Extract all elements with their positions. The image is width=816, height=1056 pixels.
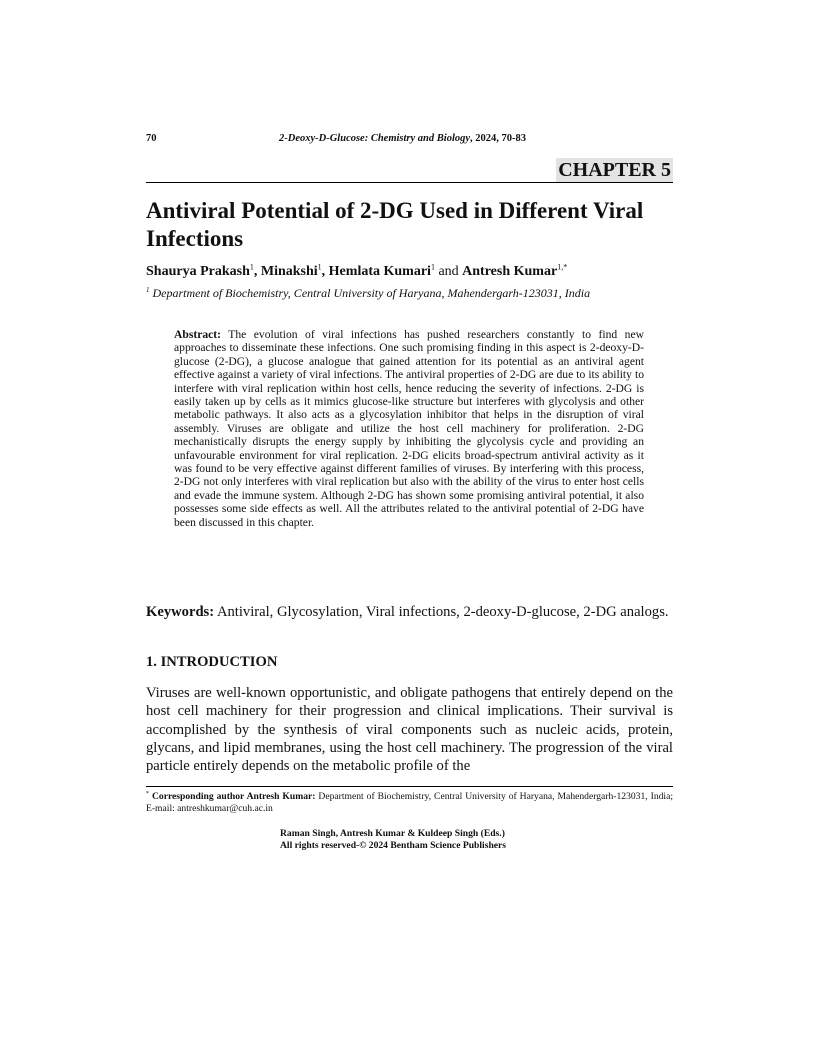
chapter-label: CHAPTER 5	[558, 159, 671, 181]
journal-suffix: , 2024, 70-83	[470, 133, 527, 144]
author-and: and	[434, 264, 463, 279]
page-number: 70	[146, 133, 157, 144]
author-affil-mark: 1	[430, 262, 435, 272]
author-affil-mark: 1,*	[557, 262, 568, 272]
affiliation	[146, 286, 590, 301]
author-affil-mark: 1	[249, 262, 254, 272]
footnote-label: Corresponding author Antresh Kumar:	[149, 791, 316, 802]
journal-reference	[279, 133, 526, 144]
footnote	[146, 791, 673, 814]
author-name: Shaurya Prakash	[146, 264, 250, 279]
running-header	[146, 133, 673, 149]
abstract-text: The evolution of viral infections has pushed researchers constantly to find new approaches to disseminate these infections. One such promising finding in this aspect is 2-deoxy-D-glucose (2-DG), a glucose analogue that gained attention for its potential as an antiviral agent effective against a variety of viral infections. The antiviral properties of 2-DG are due to its ability to interfere with viral replication within host cells, hence reducing the severity of infections. 2-DG is easily taken up by cells as it mimics glucose-like structure but interferes with glycolysis and other metabolic pathways. It also acts as a glycosylation inhibitor that helps in the disruption of viral assembly. Viruses are obligate and utilize the host cell machinery for proliferation. 2-DG mechanistically disrupts the energy supply by inhibiting the glycolysis cycle and providing an unfavourable environment for viral replication. 2-DG elicits broad-spectrum antiviral activity as it was found to be very effective against different families of viruses. By interfering with this process, 2-DG not only interferes with viral replication but also with the ability of the virus to enter host cells and evade the immune system. Although 2-DG has shown some promising antiviral potential, it also possesses some side effects as well. All the attributes related to the antiviral potential of 2-DG have been discussed in this chapter.	[174, 328, 644, 529]
footnote-rule	[146, 786, 673, 787]
author-separator: ,	[321, 264, 329, 279]
author-affil-mark: 1	[317, 262, 322, 272]
article-title: Antiviral Potential of 2-DG Used in Different Viral Infections	[146, 198, 644, 251]
author-name: Hemlata Kumari	[328, 264, 431, 279]
affiliation-mark: 1	[146, 286, 150, 294]
editors-line: Raman Singh, Antresh Kumar & Kuldeep Singh (Eds.)	[280, 828, 505, 839]
author-name: Antresh Kumar	[462, 264, 558, 279]
author-separator: ,	[253, 264, 261, 279]
publisher-block	[280, 828, 506, 852]
keywords-text: Antiviral, Glycosylation, Viral infections, 2-deoxy-D-glucose, 2-DG analogs.	[214, 604, 669, 620]
footnote-mark: *	[146, 790, 149, 797]
keywords	[146, 603, 673, 621]
section-heading: 1. INTRODUCTION	[146, 654, 278, 670]
author-list	[146, 263, 567, 281]
footnote-text: Department of Biochemistry, Central University of Haryana, Mahendergarh-123031, India; E-mail: antreshkumar@cuh.ac.in	[146, 791, 674, 814]
rights-line: All rights reserved-© 2024 Bentham Science Publishers	[280, 840, 507, 851]
journal-title: 2-Deoxy-D-Glucose: Chemistry and Biology	[279, 133, 471, 144]
affiliation-text: Department of Biochemistry, Central University of Haryana, Mahendergarh-123031, India	[149, 286, 591, 300]
keywords-label: Keywords:	[146, 604, 215, 620]
abstract	[174, 328, 644, 529]
author-name: Minakshi	[260, 264, 318, 279]
section-body: Viruses are well-known opportunistic, and obligate pathogens that entirely depend on the host cell machinery for their progression and clinical implications. Their survival is accomplished by the synthesis of viral components such as nucleic acids, protein, glycans, and lipid membranes, using the host cell machinery. The progression of the viral particle entirely depends on the metabolic profile of the	[146, 685, 673, 775]
header-rule	[146, 182, 673, 183]
abstract-label: Abstract:	[174, 328, 222, 341]
